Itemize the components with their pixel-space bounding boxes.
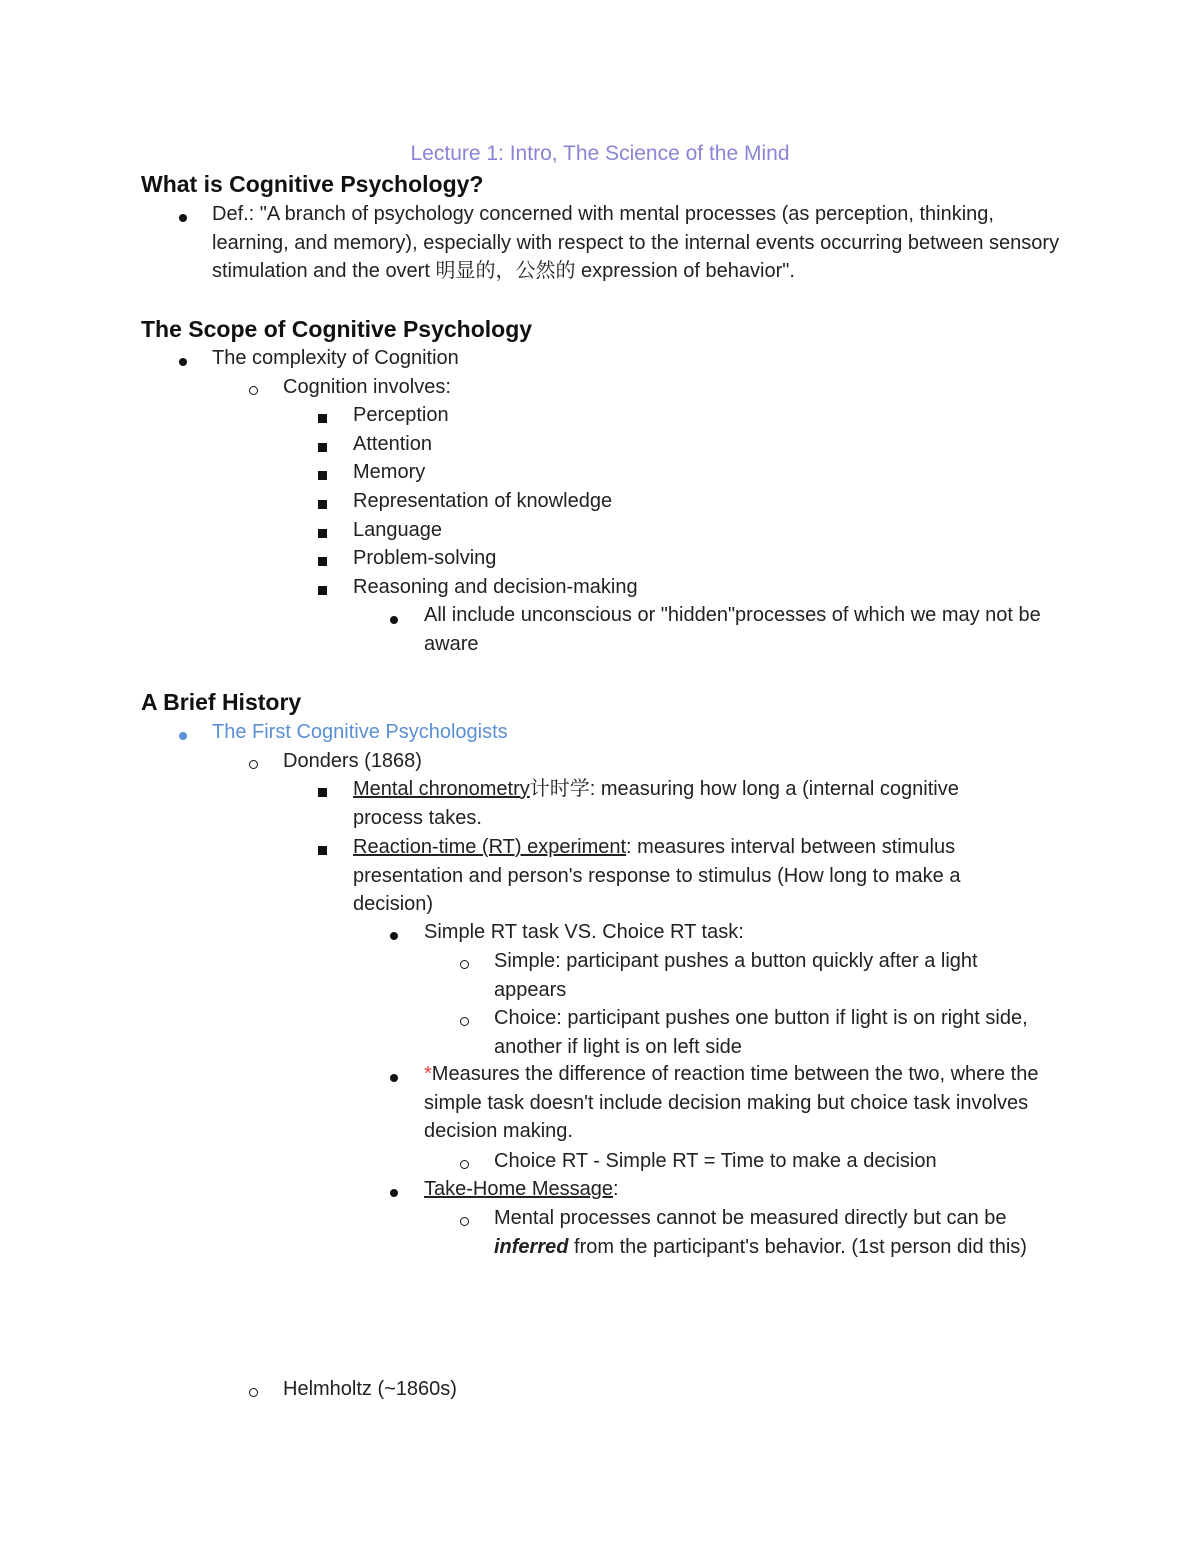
complexity-item: The complexity of Cognition (212, 347, 459, 369)
involves-item: Cognition involves: (283, 376, 451, 398)
bullet-square-icon (318, 460, 327, 489)
list-item-representation: Representation of knowledge (353, 490, 613, 512)
bullet-disc-icon (390, 1177, 398, 1206)
unconscious-note: All include unconscious or "hidden"processes of which we may not be aware (424, 604, 1041, 655)
bullet-circle-icon (249, 749, 258, 778)
reaction-time-term: Reaction-time (RT) experiment (353, 836, 627, 858)
asterisk-mark: * (424, 1063, 432, 1085)
list-item-memory: Memory (353, 461, 426, 483)
bullet-square-icon (318, 432, 327, 461)
bullet-disc-icon (390, 604, 398, 633)
helmholtz-item: Helmholtz (~1860s) (283, 1378, 457, 1400)
inferred-word: inferred (494, 1235, 569, 1258)
formula-item: Choice RT - Simple RT = Time to make a decision (494, 1150, 937, 1172)
reaction-time-item (353, 833, 1018, 919)
take-home-message (424, 1175, 1064, 1204)
donders-item: Donders (1868) (283, 750, 422, 772)
simple-vs-choice: Simple RT task VS. Choice RT task: (424, 921, 744, 943)
bullet-square-icon (318, 546, 327, 575)
take-home-term: Take-Home Message (424, 1178, 613, 1200)
list-item-perception: Perception (353, 404, 449, 426)
mental-chronometry-zh: 计时学 (529, 778, 590, 800)
mental-chronometry-def: : measuring how long a (internal cognitive process takes. (353, 778, 959, 829)
bullet-disc-icon (390, 1062, 398, 1091)
bullet-square-icon (318, 518, 327, 547)
bullet-circle-icon (460, 1006, 469, 1035)
bullet-disc-icon (179, 720, 187, 749)
bullet-circle-icon (460, 1149, 469, 1178)
bullet-square-icon (318, 403, 327, 432)
heading-brief-history: A Brief History (141, 689, 302, 715)
heading-scope: The Scope of Cognitive Psychology (141, 316, 533, 342)
heading-what-is-cognitive-psychology: What is Cognitive Psychology? (141, 171, 484, 197)
choice-task-desc: Choice: participant pushes one button if light is on right side, another if light is on left side (494, 1007, 1028, 1058)
mental-chronometry-item (353, 775, 1013, 832)
mental-processes-before: Mental processes cannot be measured directly but can be (494, 1207, 1007, 1229)
measures-text: Measures the difference of reaction time between the two, where the simple task doesn't include decision making but choice task involves decision making. (424, 1063, 1039, 1142)
mental-processes-item (494, 1204, 1054, 1261)
bullet-disc-icon (390, 920, 398, 949)
bullet-square-icon (318, 575, 327, 604)
list-item-attention: Attention (353, 433, 432, 455)
simple-task-desc: Simple: participant pushes a button quickly after a light appears (494, 950, 978, 1001)
list-item-reasoning: Reasoning and decision-making (353, 576, 638, 598)
bullet-disc-icon (179, 202, 187, 231)
list-item-language: Language (353, 519, 442, 541)
mental-processes-after: from the participant's behavior. (1st person did this) (568, 1235, 1027, 1258)
bullet-square-icon (318, 835, 327, 864)
bullet-square-icon (318, 489, 327, 518)
bullet-circle-icon (460, 949, 469, 978)
bullet-disc-icon (179, 346, 187, 375)
measures-difference (424, 1060, 1056, 1146)
list-item-problem-solving: Problem-solving (353, 547, 497, 569)
mental-chronometry-term: Mental chronometry (353, 778, 530, 800)
bullet-circle-icon (249, 1377, 258, 1406)
take-home-colon: : (612, 1178, 619, 1200)
bullet-circle-icon (249, 375, 258, 404)
bullet-circle-icon (460, 1206, 469, 1235)
reaction-time-def: : measures interval between stimulus presentation and person's response to stimulus (How long to make a decision) (353, 836, 961, 915)
page-title: Lecture 1: Intro, The Science of the Mind (410, 142, 790, 165)
definition-text: Def.: "A branch of psychology concerned with mental processes (as perception, thinking, learning, and memory), especially with respect to the internal events occurring between sensory stimulation and the overt 明显的，公然的 expression of behavior". (212, 203, 1060, 282)
first-cognitive-psychologists: The First Cognitive Psychologists (212, 721, 508, 743)
bullet-square-icon (318, 777, 327, 806)
